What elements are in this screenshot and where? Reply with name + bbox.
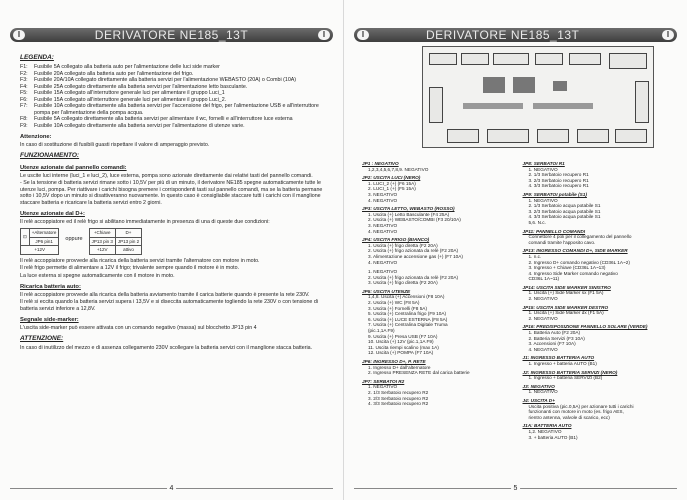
legend-key: F6: xyxy=(20,96,28,103)
pinout-section-title: J1A: BATTERIA AUTO xyxy=(522,423,572,429)
pinout-line: 2. 1/3 Serbatoio acqua potabile S1 xyxy=(528,203,601,209)
pinout-line: 2. LUCI_1 (+) (F5 15A) xyxy=(368,186,416,192)
legend-key: F4: xyxy=(20,83,28,90)
legend-text: Fusibile 10A collegato direttamente alla batteria servizi per l'alimentazione di utenze varie. xyxy=(34,122,245,129)
pinout-line: 4. NEGATIVO xyxy=(368,228,398,234)
dplus-label: D+ xyxy=(115,229,141,238)
chiave-pin: JP13 pin 3 xyxy=(89,237,115,246)
connector-icon: ⊡ xyxy=(21,229,30,246)
pinout-line: 3. NEGATIVO xyxy=(368,222,398,228)
pinout-section-title: JP11: PANNELLO COMANDI xyxy=(522,228,586,234)
pinout-section-title: JP15: USCITA SIDE MARKER DESTRO xyxy=(522,304,609,310)
funzionamento-title: FUNZIONAMENTO: xyxy=(20,152,80,159)
pinout-line: 3. + batteria AUTO (B1) xyxy=(528,434,578,440)
pinout-line: comandi tramite l'apposito cavo. xyxy=(528,239,596,245)
pinout-line: 2. 1/3 Serbatoio recupero R2 xyxy=(368,389,429,395)
legend-list xyxy=(20,64,329,129)
board-chip xyxy=(553,81,567,91)
legend-title: LEGENDA: xyxy=(20,54,54,61)
legend-key: F7: xyxy=(20,103,28,109)
pinout-section-title: J2: INGRESSO BATTERIA SERVIZI (NERO) xyxy=(522,369,618,375)
pinout-line: 11. Uscita riempi scalino (max 1A) xyxy=(368,344,439,350)
pinout-line: 9. Uscita (+) Presa USB (F7 10A) xyxy=(368,333,438,339)
pinout-line: 4. NEGATIVO xyxy=(368,259,398,265)
legend-key: F9: xyxy=(20,122,28,129)
pinout-line: 3. Uscita (+) Fornelli (F8 5A) xyxy=(368,305,427,311)
pinout-line: 2. Ingresso D+ comando negativo (CD36L 1A~2) xyxy=(528,259,630,265)
pinout-line: 1. Ingresso + batteria AUTO (B1) xyxy=(528,361,597,366)
pinout-line: CD36L 1A~11) xyxy=(528,276,560,282)
pinout-line: 4. 3/3 Serbatoio recupero R1 xyxy=(528,183,589,189)
segnale-text: L'uscita side-marker può essere attivata con un comando negativo (massa) sul blocchetto JP13 pin 4 xyxy=(20,324,257,331)
legend-key: F3: xyxy=(20,77,28,83)
banner-mark-right: I xyxy=(318,30,330,40)
board-connector xyxy=(429,87,443,123)
board-connector xyxy=(447,129,479,143)
board-connector xyxy=(609,53,647,69)
legend-text: Fusibile 5A collegato alla batteria auto per l'alimentazione delle luci side marker xyxy=(34,64,220,70)
ricarica-text: Il relè accoppiatore provvede alla ricarica della batteria avviamento tramite il carica batterie quando è presente la rete 230V. xyxy=(20,291,310,298)
pinout-section-title: JP9: SERBATOI potabile (S1) xyxy=(522,191,587,197)
chiave-voltage: +12V xyxy=(89,246,115,255)
board-connector xyxy=(569,53,601,65)
d-plus-title: Utenze azionate dal D+: xyxy=(20,211,85,217)
attenzione-text: In caso di sostituzione di fusibili guasti rispettare il valore di amperaggio previsto. xyxy=(20,141,210,148)
pinout-line: 5. Uscita (+) Centralina frigo (F9 10A) xyxy=(368,311,447,317)
board-connector xyxy=(429,53,457,65)
ricarica-title: Ricarica batteria auto: xyxy=(20,284,81,290)
pinout-line: 3. 2/3 Serbatoio recupero R2 xyxy=(368,395,429,401)
pinout-line: 1. Uscita (+) frigo diretta (F2 20A) xyxy=(368,242,438,248)
pinout-line: 2. NEGATIVO xyxy=(528,315,558,321)
pinout-section-title: J4: USCITA D+ xyxy=(522,397,555,403)
pinout-line: 4. 3/3 Serbatoio acqua potabile S1 xyxy=(528,214,601,220)
banner-mark-left: I xyxy=(357,30,369,40)
pinout-line: 1. Uscita (+) Side Marker sx (F1 5A) xyxy=(528,290,604,296)
legend-key: F5: xyxy=(20,90,28,96)
pinout-line: 2. Uscita (+) WC (F8 5A) xyxy=(368,300,420,306)
pinout-line: rientro antenna, valvole di scarico, ecc) xyxy=(528,414,610,420)
pinout-line: 6. Uscita (+) LUCE ESTERNA (F8 5A) xyxy=(368,316,448,322)
oppure-label: oppure xyxy=(65,236,83,242)
pinout-line: 1. NEGATIVO xyxy=(368,269,398,275)
pinout-line: 1. Uscita (+) Letto Basculante (F4 25A) xyxy=(368,211,450,217)
pinout-line: 3. Accensioni (F7 10A) xyxy=(528,341,576,347)
page-banner xyxy=(10,28,333,42)
utenze-text: Le uscite luci interne (luci_1 e luci_2), luce esterna, pompa sono azionate direttamente dai relativi tasti del pannello comandi. xyxy=(20,172,313,179)
pinout-section-title: JP5: USCITA UTENZE xyxy=(362,288,411,294)
pinout-line: 2. Uscita (+) frigo azionata da relè (F2 20A) xyxy=(368,274,459,280)
pinout-line: 1. Batteria Auto (F2 20A) xyxy=(528,330,581,336)
pinout-line: 3. NEGATIVO xyxy=(368,191,398,197)
pinout-line: 1. NEGATIVO xyxy=(528,197,558,203)
d-plus-after-1: Il relè accoppiatore provvede alla ricarica della batteria servizi tramite l'alternatore con motore in moto. xyxy=(20,257,260,264)
pinout-line: 1,2. NEGATIVO xyxy=(528,428,562,434)
board-fuse-row xyxy=(533,103,593,109)
board-connector xyxy=(535,53,563,65)
banner-title: DERIVATORE NE185_13T xyxy=(426,28,580,42)
alternatore-voltage: +12V xyxy=(21,246,59,255)
utenze-note: - Se la tensione di batteria servizi rimane sotto i 10,5V per più di un minuto, il derivatore NE185 spegne automaticamente tutte le utenze luci, pompa. Per riattivare i carichi bisogna premere i corrispondenti tasti sul pannello comandi, ma se la batteria permane sotto i 10,5V dopo un minuto si disattiveranno nuovamente. In questo caso è consigliabile staccare tutti i carichi con il manglione staccare batteria e ricaricare la batteria servizi entro 2 giorni. xyxy=(20,180,323,206)
banner-mark-left: I xyxy=(13,30,25,40)
d-plus-after-2: Il relè frigo permette di alimentare a 12V il frigo; trivalente sempre quando il motore è in moto. xyxy=(20,265,240,271)
board-relay xyxy=(513,77,535,93)
pinout-line: 1. LUCI_2 (+) (F6 15A) xyxy=(368,180,416,186)
banner-mark-right: I xyxy=(662,30,674,40)
legend-item xyxy=(20,103,329,116)
pinout-line: 1,4,8. Uscita (+) Accensioni (F8 10A) xyxy=(368,294,445,300)
pinout-line: 1. Uscita (+) Side Marker dx (F1 5A) xyxy=(528,310,604,316)
legend-key: F1: xyxy=(20,64,28,70)
dplus-pin: JP13 pin 2 xyxy=(115,237,141,246)
board-connector xyxy=(615,129,647,143)
page-number: 5 xyxy=(511,484,521,493)
dplus-state: attivo xyxy=(115,246,141,255)
legend-item xyxy=(20,123,329,130)
pinout-section-title: JP1 : NEGATIVO xyxy=(362,161,399,166)
pinout-section-title: J3: NEGATIVO xyxy=(522,383,555,389)
pinout-line: funzionanti con motore in moto (es. frigo AES, xyxy=(528,409,624,415)
legend-text: Fusibile 20A collegato alla batteria auto per l'alimentazione del frigo. xyxy=(34,70,194,77)
pinout-section-title: JP14: USCITA SIDE MARKER SINISTRO xyxy=(522,284,611,290)
d-plus-after-3: La luce esterna si spegne automaticamente con il motore in moto. xyxy=(20,272,175,279)
pinout-section-title: JP6: INGRESSO D+, P. RETE xyxy=(362,359,426,364)
pinout-column-1 xyxy=(362,158,515,440)
legend-text: Fusibile 15A collegato all'interruttore generale luci per alimentare il gruppo Luci_2. xyxy=(34,96,227,103)
pinout-line: 12. Uscita (+) POMPA (F7 10A) xyxy=(368,350,434,356)
page-banner xyxy=(354,28,677,42)
pinout-line: 10. Uscita (+) 12V (pic.1,1A F9) xyxy=(368,339,434,345)
pinout-line: 1. NEGATIVO xyxy=(528,166,558,172)
alternatore-label: +Alternatore xyxy=(29,229,59,238)
pinout-line: 2. Uscita (+) WEBASTO/COMBI (F3 20/10A) xyxy=(368,217,461,223)
page-footer xyxy=(354,484,677,494)
pinout-line: 1. Ingresso + batteria SERVIZI (B2) xyxy=(528,375,603,381)
conditions-row xyxy=(20,228,329,255)
pinout-line: 2. Ingresso PRESENZA RETE dal carica batterie xyxy=(368,370,470,376)
pinout-section-title: JP4: USCITA FRIGO (BIANCO) xyxy=(362,237,430,243)
pinout-section-title: JP16: PREDISPOSIZIONE PANNELLO SOLARE (VERDE) xyxy=(522,324,648,330)
circuit-board-diagram xyxy=(422,46,654,148)
legend-key: F8: xyxy=(20,116,28,122)
pinout-line: 2. Uscita (+) frigo azionata da relè (F2 20A) xyxy=(368,248,459,254)
d-plus-text: Il relè accoppiatore ed il relè frigo si abilitano immediatamente in presenza di una di queste due condizioni: xyxy=(20,218,270,225)
pinout-line: 1. Ingresso D+ dall'alternatore xyxy=(368,364,431,370)
pinout-line: 7. Uscita (+) Centralina Digitale Truma xyxy=(368,322,448,328)
board-connector xyxy=(577,129,609,143)
pinout-line: 1. n.c. xyxy=(528,253,542,259)
ricarica-text-2: Il relè si eccita quando la batteria servizi supera i 13,5V e si diseccita automaticamente togliendo la rete 230V o con tensione di batteria servizi inferiore a 12,8V. xyxy=(20,299,318,312)
segnale-title: Segnale side-marker: xyxy=(20,317,79,323)
pinout-line: 3. Uscita (+) frigo diretta (F2 20A) xyxy=(368,280,438,286)
pinout-line: (pic.1,1A F9) xyxy=(368,328,395,334)
attenzione-2-text: In caso di inutilizzo del mezzo e di assenza collegamento 230V scollegare la batteria servizi con il manglione stacca batteria. xyxy=(20,345,313,351)
page-number: 4 xyxy=(167,484,177,493)
board-fuse-row xyxy=(463,103,523,109)
banner-title: DERIVATORE NE185_13T xyxy=(94,28,249,42)
pinout-line: Uscita positiva (pic.0,5A) per azionare tutti i carichi xyxy=(528,403,634,409)
utenze-title: Utenze azionate dal pannello comandi: xyxy=(20,165,127,171)
pinout-line: 4. Ingresso Side Marker comando negativo xyxy=(528,270,618,276)
attenzione-2-title: ATTENZIONE: xyxy=(20,335,64,342)
pinout-line: 3. Alimentazione accensione gas (+) (F7 10A) xyxy=(368,253,463,259)
legend-text: Fusibile 10A collegato direttamente alla batteria servizi per l'accensione del frigo, per l'alimentazione USB e all'interruttore pompa per l'alimentazione della pompa acqua. xyxy=(34,103,319,116)
legend-key: F2: xyxy=(20,70,28,77)
pinout-line: 1. NEGATIVO xyxy=(528,389,558,395)
board-relay xyxy=(483,77,505,93)
pinout-section-title: JP13: INGRESSO COMANDI D+, SIDE MARKER xyxy=(522,248,628,254)
pinout-line: 1,2,3,4,5,6,7,8,9. NEGATIVO xyxy=(368,166,429,172)
pinout-columns xyxy=(362,158,675,440)
pinout-line: 2. NEGATIVO xyxy=(528,296,558,302)
chiave-label: +Chiave xyxy=(89,229,115,238)
pinout-section-title: J1: INGRESSO BATTERIA AUTO xyxy=(522,355,595,361)
left-content xyxy=(20,50,329,353)
legend-text: Fusibile 20A/10A collegato direttamente alla batteria servizi per l'alimentazione WEBASTO (20A) o Combi (10A) xyxy=(34,77,297,83)
legend-text: Fusibile 15A collegato all'interruttore generale luci per alimentare il gruppo Luci_1 xyxy=(34,90,225,96)
pinout-section-title: JP3: USCITA LETTO, WEBASTO (ROSSO) xyxy=(362,206,455,212)
page-right xyxy=(344,0,687,500)
pinout-column-2 xyxy=(523,158,676,440)
attenzione-title: Attenzione: xyxy=(20,134,52,140)
alternatore-pin: JP6 pin1 xyxy=(29,237,59,246)
page-footer xyxy=(10,484,333,494)
page-left xyxy=(0,0,343,500)
legend-text: Fusibile 25A collegato direttamente alla batteria servizi per l'alimentazione letto basculante. xyxy=(34,83,248,90)
pinout-line: 4. NEGATIVO xyxy=(528,346,558,352)
pinout-line: 4. NEGATIVO xyxy=(368,197,398,203)
pinout-line: 1. NEGATIVO xyxy=(368,384,398,390)
pinout-section-title: JP8: SERBATOI R1 xyxy=(522,161,565,166)
board-connector xyxy=(461,53,489,65)
pinout-line: 3. 2/3 Serbatoio acqua potabile S1 xyxy=(528,208,601,214)
pinout-line: Connettore 4 poli per il collegamento del pannello xyxy=(528,234,632,240)
pinout-line: 5,6. N.c. xyxy=(528,219,546,225)
board-connector xyxy=(487,129,529,143)
pinout-section-title: JP7: SERBATOI R2 xyxy=(362,378,405,384)
pinout-line: 3. 2/3 Serbatoio recupero R1 xyxy=(528,177,589,183)
legend-text: Fusibile 5A collegato direttamente alla batteria servizi per alimentare il wc, fornelli e all'interruttore luce esterna xyxy=(34,116,293,122)
board-connector xyxy=(635,81,649,123)
board-connector xyxy=(537,129,569,143)
alternatore-table xyxy=(20,228,59,255)
pinout-line: 2. 1/3 Serbatoio recupero R1 xyxy=(528,172,589,178)
chiave-table xyxy=(89,228,143,255)
pinout-line: 2. Batteria Servizi (F3 10A) xyxy=(528,335,585,341)
pinout-section-title: JP2: USCITA LUCI (NERO) xyxy=(362,175,421,181)
pinout-line: 4. 3/3 Serbatoio recupero R2 xyxy=(368,401,429,407)
pinout-line: 3. Ingresso + Chiave (CD36L 1A~13) xyxy=(528,265,606,271)
board-connector xyxy=(493,53,529,65)
